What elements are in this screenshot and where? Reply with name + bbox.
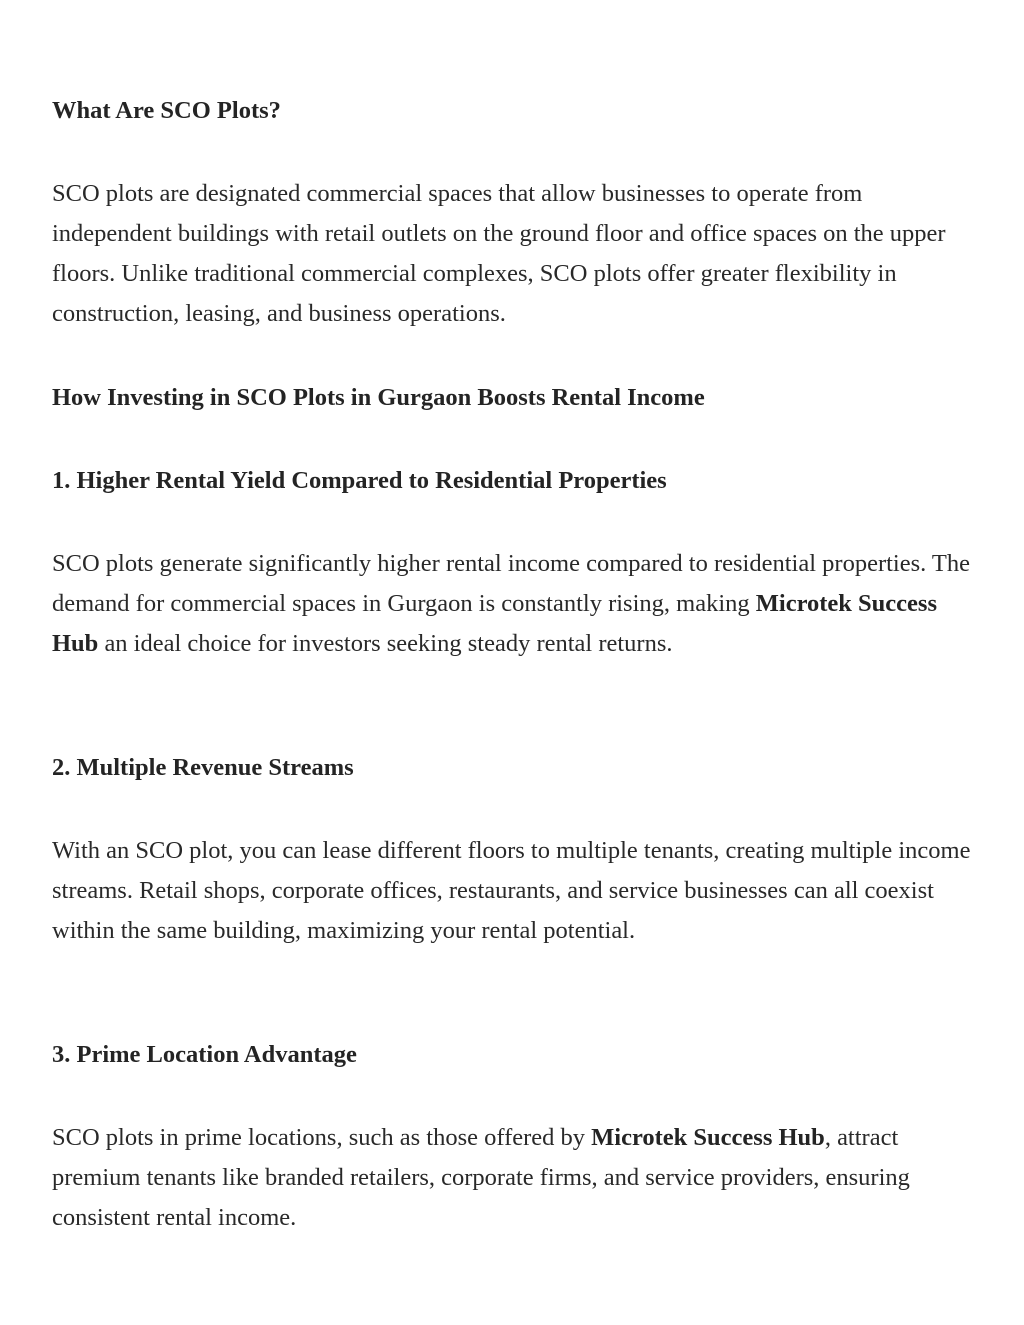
paragraph-text: , attract premium tenants like branded retailers, corporate firms, and service providers, ensuring consistent rental income.	[52, 1124, 910, 1231]
brand-name-bold: Microtek Success Hub	[591, 1124, 825, 1151]
paragraph-prime-location-advantage	[52, 1118, 972, 1238]
heading-higher-rental-yield: 1. Higher Rental Yield Compared to Residential Properties	[52, 467, 667, 494]
heading-what-are-sco-plots: What Are SCO Plots?	[52, 97, 281, 124]
heading-multiple-revenue-streams: 2. Multiple Revenue Streams	[52, 754, 354, 781]
heading-how-investing-boosts-rental-income: How Investing in SCO Plots in Gurgaon Boosts Rental Income	[52, 384, 705, 411]
paragraph-what-are-sco-plots: SCO plots are designated commercial spaces that allow businesses to operate from independent buildings with retail outlets on the ground floor and office spaces on the upper floors. Unlike traditional commercial complexes, SCO plots offer greater flexibility in construction, leasing, and business operations.	[52, 180, 946, 327]
paragraph-text: SCO plots in prime locations, such as those offered by	[52, 1124, 592, 1151]
paragraph-higher-rental-yield	[52, 544, 972, 664]
paragraph-text: an ideal choice for investors seeking steady rental returns.	[98, 630, 673, 657]
brand-name-bold: Microtek Success Hub	[52, 590, 937, 657]
paragraph-multiple-revenue-streams: With an SCO plot, you can lease different floors to multiple tenants, creating multiple income streams. Retail shops, corporate offices, restaurants, and service businesses can all coexist within the same building, maximizing your rental potential.	[52, 837, 971, 944]
paragraph-text: SCO plots generate significantly higher rental income compared to residential properties. The demand for commercial spaces in Gurgaon is constantly rising, making	[52, 550, 971, 617]
heading-prime-location-advantage: 3. Prime Location Advantage	[52, 1041, 357, 1068]
